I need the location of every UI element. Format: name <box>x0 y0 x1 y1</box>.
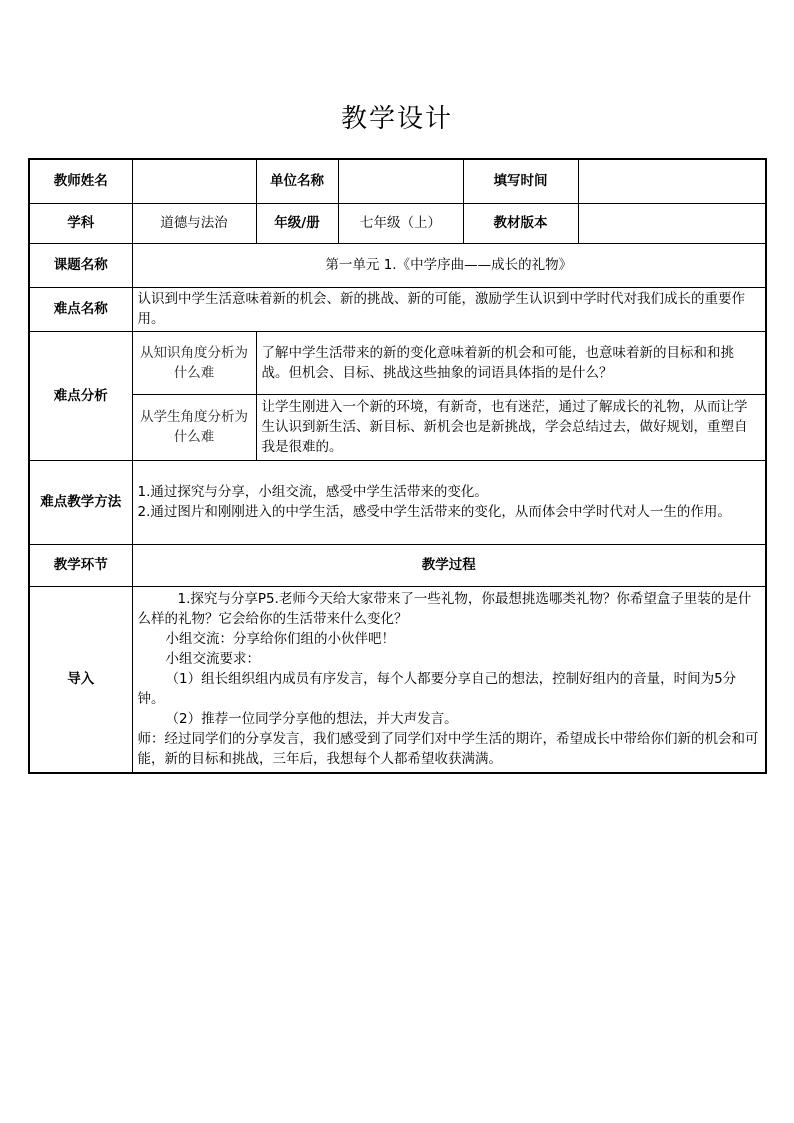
row-subject-info <box>29 203 766 243</box>
intro-paragraph-6: 师：经过同学们的分享发言，我们感受到了同学们对中学生活的期许，希望成长中带给你们新的机会和可能，新的目标和挑战，三年后，我想每个人都希望收获满满。 <box>137 730 759 767</box>
teacher-name-value <box>132 159 256 203</box>
student-angle-label: 从学生角度分析为什么难 <box>132 394 256 460</box>
intro-paragraph-3: 小组交流要求： <box>165 650 260 667</box>
fill-date-value <box>578 159 766 203</box>
row-basic-info <box>29 159 766 203</box>
grade-value: 七年级（上） <box>338 203 463 243</box>
row-analysis-student <box>29 394 766 460</box>
student-angle-value: 让学生刚进入一个新的环境，有新奇，也有迷茫，通过了解成长的礼物，从而让学生认识到新生活、新目标、新机会也是新挑战，学会总结过去，做好规划，重塑自我是很难的。 <box>256 394 766 460</box>
textbook-value <box>578 203 766 243</box>
method-line-2: 2.通过图片和刚刚进入的中学生活，感受中学生活带来的变化，从而体会中学时代对人一生的作用。 <box>137 504 731 520</box>
method-line-1: 1.通过探究与分享，小组交流，感受中学生活带来的变化。 <box>137 484 488 500</box>
subject-label: 学科 <box>29 203 132 243</box>
unit-name-label: 单位名称 <box>256 159 338 203</box>
textbook-label: 教材版本 <box>463 203 578 243</box>
subject-value: 道德与法治 <box>132 203 256 243</box>
analysis-label: 难点分析 <box>29 331 132 460</box>
topic-label: 课题名称 <box>29 243 132 287</box>
row-process-header <box>29 544 766 586</box>
row-analysis-knowledge <box>29 331 766 394</box>
method-label: 难点教学方法 <box>29 460 132 544</box>
intro-paragraph-5: （2）推荐一位同学分享他的想法，并大声发言。 <box>165 710 458 727</box>
topic-value: 第一单元 1.《中学序曲——成长的礼物》 <box>132 243 766 287</box>
grade-label: 年级/册 <box>256 203 338 243</box>
unit-name-value <box>338 159 463 203</box>
knowledge-angle-value: 了解中学生活带来的新的变化意味着新的机会和可能，也意味着新的目标和和挑战。但机会、目标、挑战这些抽象的词语具体指的是什么？ <box>256 331 766 394</box>
intro-label: 导入 <box>29 586 132 773</box>
method-value <box>132 460 766 544</box>
page-title: 教学设计 <box>340 104 453 134</box>
process-header: 教学过程 <box>132 544 766 586</box>
lesson-design-table <box>28 158 767 774</box>
knowledge-angle-label: 从知识角度分析为什么难 <box>132 331 256 394</box>
fill-date-label: 填写时间 <box>463 159 578 203</box>
difficulty-value: 认识到中学生活意味着新的机会、新的挑战、新的可能，激励学生认识到中学时代对我们成长的重要作用。 <box>132 287 766 331</box>
row-intro <box>29 586 766 773</box>
stage-header: 教学环节 <box>29 544 132 586</box>
teacher-name-label: 教师姓名 <box>29 159 132 203</box>
intro-paragraph-4: （1）组长组织组内成员有序发言，每个人都要分享自己的想法，控制好组内的音量，时间为5分钟。 <box>137 670 737 707</box>
intro-paragraph-1: 1.探究与分享P5.老师今天给大家带来了一些礼物，你最想挑选哪类礼物？你希望盒子里装的是什么样的礼物？它会给你的生活带来什么变化？ <box>137 590 752 627</box>
intro-content <box>132 586 766 773</box>
row-topic <box>29 243 766 287</box>
row-difficulty <box>29 287 766 331</box>
row-teaching-method <box>29 460 766 544</box>
difficulty-label: 难点名称 <box>29 287 132 331</box>
intro-paragraph-2: 小组交流：分享给你们组的小伙伴吧！ <box>165 630 395 647</box>
